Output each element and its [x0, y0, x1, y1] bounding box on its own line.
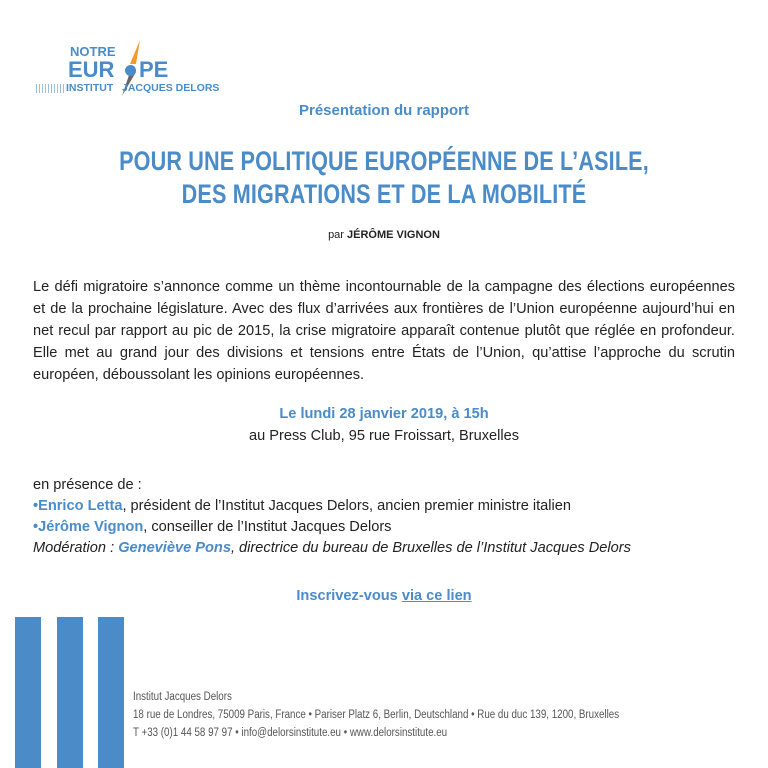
logo-text: INSTITUT	[66, 82, 114, 94]
guests-section	[33, 475, 631, 559]
register-text: Inscrivez-vous	[296, 588, 402, 604]
report-title-line1: POUR UNE POLITIQUE EUROPÉENNE DE L’ASILE,	[119, 146, 649, 176]
footer	[133, 688, 619, 742]
register-line	[0, 588, 768, 604]
footer-contact: T +33 (0)1 44 58 97 97 • info@delorsinstitute.eu • www.delorsinstitute.eu	[133, 727, 448, 739]
footer-org: Institut Jacques Delors	[133, 691, 232, 703]
decorative-bar	[57, 617, 83, 768]
moderator-role: , directrice du bureau de Bruxelles de l’Institut Jacques Delors	[230, 540, 631, 556]
speaker-role: , conseiller de l’Institut Jacques Delors	[143, 519, 392, 535]
register-link[interactable]: via ce lien	[401, 588, 472, 604]
speaker-name: •Enrico Letta	[33, 498, 123, 514]
logo-text: NOTRE	[70, 44, 116, 59]
speaker-role: , président de l’Institut Jacques Delors, ancien premier ministre italien	[122, 498, 572, 514]
decorative-bar	[15, 617, 41, 768]
intro-paragraph: Le défi migratoire s’annonce comme un thème incontournable de la campagne des élections européennes et de la prochaine législature. Avec des flux d’arrivées aux frontières de l’Union européenne aujourd’hui en net recul par rapport au pic de 2015, la crise migratoire apparaît contenue plutôt que réglée en profondeur. Elle met au grand jour des divisions et tensions entre États de l’Union, qu’attise l’approche du scrutin européen, déboussolant les opinions européennes.	[33, 279, 735, 383]
event-place: au Press Club, 95 rue Froissart, Bruxelles	[248, 428, 520, 444]
speaker	[33, 517, 631, 538]
logo-dot	[125, 65, 136, 76]
logo-text: EUR	[68, 57, 115, 82]
author-name: JÉRÔME VIGNON	[347, 229, 440, 241]
author-prefix: par	[328, 229, 344, 241]
notre-europe-logo	[36, 44, 220, 104]
event-date: Le lundi 28 janvier 2019, à 15h	[279, 406, 489, 422]
author	[0, 229, 768, 241]
moderation	[33, 538, 631, 559]
logo-text: JACQUES DELORS	[122, 82, 220, 94]
speaker	[33, 496, 631, 517]
speaker-name: •Jérôme Vignon	[33, 519, 144, 535]
moderation-label: Modération :	[33, 540, 119, 556]
logo-stripes	[36, 84, 64, 93]
decorative-bar	[98, 617, 124, 768]
subtitle: Présentation du rapport	[298, 102, 470, 119]
logo-text: PE	[139, 57, 169, 82]
report-title-line2: DES MIGRATIONS ET DE LA MOBILITÉ	[181, 179, 587, 209]
footer-addresses: 18 rue de Londres, 75009 Paris, France • Pariser Platz 6, Berlin, Deutschland • Rue du duc 139, 1200, Bruxelles	[133, 709, 620, 721]
guests-intro: en présence de :	[33, 477, 142, 493]
moderator-name: Geneviève Pons	[118, 540, 231, 556]
